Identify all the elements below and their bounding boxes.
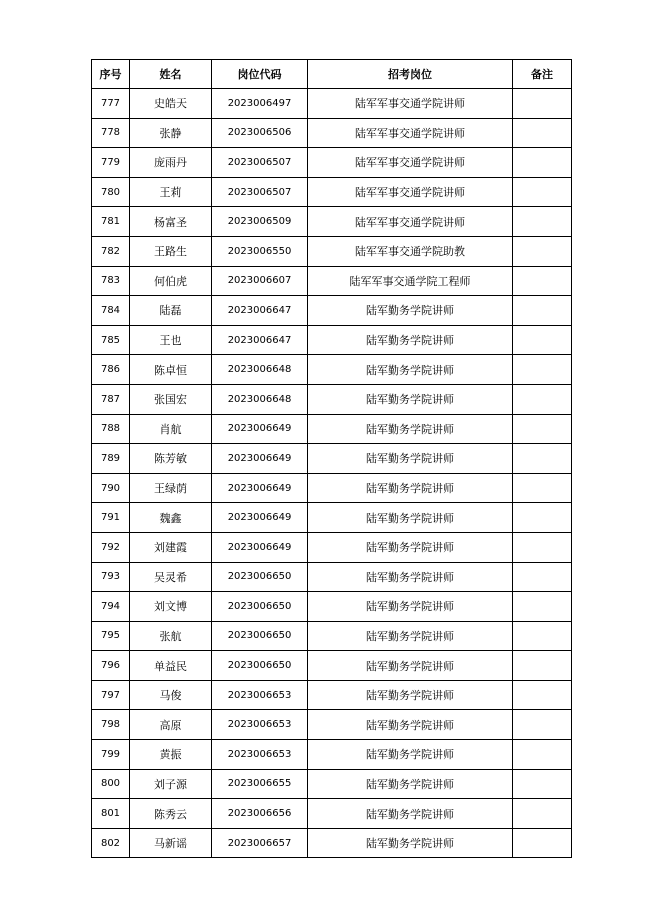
cell-code: 2023006649 [212, 444, 308, 474]
cell-name: 王也 [130, 325, 212, 355]
cell-code: 2023006506 [212, 118, 308, 148]
header-position: 招考岗位 [308, 60, 513, 89]
header-name: 姓名 [130, 60, 212, 89]
table-row [92, 562, 572, 592]
cell-name: 王莉 [130, 177, 212, 207]
cell-remark [513, 562, 572, 592]
cell-remark [513, 118, 572, 148]
cell-seq: 783 [92, 266, 130, 296]
cell-remark [513, 384, 572, 414]
cell-name: 肖航 [130, 414, 212, 444]
cell-seq: 778 [92, 118, 130, 148]
cell-seq: 799 [92, 740, 130, 770]
cell-seq: 795 [92, 621, 130, 651]
candidate-table [91, 59, 572, 858]
header-seq: 序号 [92, 60, 130, 89]
table-row [92, 710, 572, 740]
cell-position: 陆军勤务学院讲师 [308, 680, 513, 710]
cell-seq: 797 [92, 680, 130, 710]
cell-position: 陆军勤务学院讲师 [308, 592, 513, 622]
cell-code: 2023006647 [212, 325, 308, 355]
table-row [92, 296, 572, 326]
table-row [92, 532, 572, 562]
cell-seq: 789 [92, 444, 130, 474]
cell-code: 2023006649 [212, 503, 308, 533]
header-remark: 备注 [513, 60, 572, 89]
table-header-row [92, 60, 572, 89]
table-row [92, 444, 572, 474]
cell-remark [513, 148, 572, 178]
table-row [92, 236, 572, 266]
table-row [92, 384, 572, 414]
cell-position: 陆军勤务学院讲师 [308, 562, 513, 592]
cell-position: 陆军勤务学院讲师 [308, 710, 513, 740]
cell-seq: 790 [92, 473, 130, 503]
table-row [92, 266, 572, 296]
cell-name: 吴灵希 [130, 562, 212, 592]
cell-code: 2023006656 [212, 799, 308, 829]
table-row [92, 414, 572, 444]
cell-seq: 798 [92, 710, 130, 740]
cell-name: 杨富圣 [130, 207, 212, 237]
cell-remark [513, 532, 572, 562]
cell-seq: 792 [92, 532, 130, 562]
cell-position: 陆军军事交通学院讲师 [308, 89, 513, 119]
table-row [92, 503, 572, 533]
cell-code: 2023006497 [212, 89, 308, 119]
cell-name: 陆磊 [130, 296, 212, 326]
cell-remark [513, 296, 572, 326]
cell-position: 陆军勤务学院讲师 [308, 384, 513, 414]
cell-remark [513, 680, 572, 710]
cell-seq: 794 [92, 592, 130, 622]
cell-name: 陈秀云 [130, 799, 212, 829]
table-body [92, 89, 572, 858]
cell-code: 2023006649 [212, 473, 308, 503]
cell-position: 陆军军事交通学院讲师 [308, 177, 513, 207]
cell-code: 2023006655 [212, 769, 308, 799]
table-row [92, 740, 572, 770]
table-row [92, 680, 572, 710]
cell-seq: 793 [92, 562, 130, 592]
table-row [92, 828, 572, 858]
cell-name: 史皓天 [130, 89, 212, 119]
table-row [92, 148, 572, 178]
cell-remark [513, 769, 572, 799]
cell-name: 魏鑫 [130, 503, 212, 533]
cell-remark [513, 740, 572, 770]
cell-seq: 787 [92, 384, 130, 414]
cell-code: 2023006507 [212, 177, 308, 207]
cell-seq: 782 [92, 236, 130, 266]
cell-position: 陆军勤务学院讲师 [308, 355, 513, 385]
cell-position: 陆军勤务学院讲师 [308, 444, 513, 474]
cell-position: 陆军勤务学院讲师 [308, 325, 513, 355]
cell-code: 2023006649 [212, 414, 308, 444]
cell-seq: 784 [92, 296, 130, 326]
header-code: 岗位代码 [212, 60, 308, 89]
cell-seq: 786 [92, 355, 130, 385]
cell-code: 2023006650 [212, 651, 308, 681]
cell-remark [513, 828, 572, 858]
cell-code: 2023006653 [212, 710, 308, 740]
cell-remark [513, 177, 572, 207]
cell-seq: 779 [92, 148, 130, 178]
cell-position: 陆军军事交通学院讲师 [308, 148, 513, 178]
cell-name: 张航 [130, 621, 212, 651]
cell-remark [513, 473, 572, 503]
table-row [92, 177, 572, 207]
cell-remark [513, 592, 572, 622]
table-row [92, 325, 572, 355]
table-row [92, 118, 572, 148]
table-row [92, 355, 572, 385]
table-row [92, 621, 572, 651]
table-row [92, 769, 572, 799]
cell-remark [513, 355, 572, 385]
cell-name: 陈卓恒 [130, 355, 212, 385]
cell-remark [513, 207, 572, 237]
cell-code: 2023006650 [212, 562, 308, 592]
table-row [92, 473, 572, 503]
cell-name: 高原 [130, 710, 212, 740]
cell-name: 马俊 [130, 680, 212, 710]
cell-name: 刘子源 [130, 769, 212, 799]
cell-position: 陆军勤务学院讲师 [308, 296, 513, 326]
cell-remark [513, 621, 572, 651]
cell-name: 庞雨丹 [130, 148, 212, 178]
table-row [92, 89, 572, 119]
cell-seq: 796 [92, 651, 130, 681]
cell-code: 2023006653 [212, 740, 308, 770]
cell-position: 陆军勤务学院讲师 [308, 414, 513, 444]
cell-position: 陆军勤务学院讲师 [308, 503, 513, 533]
cell-code: 2023006507 [212, 148, 308, 178]
cell-code: 2023006647 [212, 296, 308, 326]
cell-name: 何伯虎 [130, 266, 212, 296]
table-row [92, 592, 572, 622]
cell-position: 陆军勤务学院讲师 [308, 799, 513, 829]
cell-code: 2023006653 [212, 680, 308, 710]
cell-remark [513, 325, 572, 355]
table-row [92, 651, 572, 681]
cell-name: 王路生 [130, 236, 212, 266]
cell-name: 陈芳敏 [130, 444, 212, 474]
cell-position: 陆军军事交通学院助教 [308, 236, 513, 266]
cell-code: 2023006650 [212, 592, 308, 622]
cell-remark [513, 266, 572, 296]
cell-position: 陆军勤务学院讲师 [308, 473, 513, 503]
cell-name: 黄振 [130, 740, 212, 770]
cell-remark [513, 236, 572, 266]
cell-seq: 802 [92, 828, 130, 858]
cell-seq: 777 [92, 89, 130, 119]
cell-name: 张国宏 [130, 384, 212, 414]
table-row [92, 799, 572, 829]
cell-position: 陆军军事交通学院讲师 [308, 118, 513, 148]
cell-position: 陆军勤务学院讲师 [308, 651, 513, 681]
cell-name: 单益民 [130, 651, 212, 681]
cell-position: 陆军勤务学院讲师 [308, 828, 513, 858]
cell-seq: 791 [92, 503, 130, 533]
cell-remark [513, 414, 572, 444]
cell-code: 2023006509 [212, 207, 308, 237]
cell-position: 陆军军事交通学院讲师 [308, 207, 513, 237]
cell-code: 2023006657 [212, 828, 308, 858]
cell-remark [513, 710, 572, 740]
cell-code: 2023006650 [212, 621, 308, 651]
cell-code: 2023006550 [212, 236, 308, 266]
cell-remark [513, 503, 572, 533]
cell-name: 刘文博 [130, 592, 212, 622]
cell-position: 陆军勤务学院讲师 [308, 769, 513, 799]
cell-name: 刘建霞 [130, 532, 212, 562]
cell-code: 2023006649 [212, 532, 308, 562]
cell-remark [513, 799, 572, 829]
cell-remark [513, 89, 572, 119]
cell-seq: 785 [92, 325, 130, 355]
cell-position: 陆军军事交通学院工程师 [308, 266, 513, 296]
cell-seq: 781 [92, 207, 130, 237]
cell-name: 马新谣 [130, 828, 212, 858]
cell-seq: 788 [92, 414, 130, 444]
cell-code: 2023006607 [212, 266, 308, 296]
cell-code: 2023006648 [212, 355, 308, 385]
cell-name: 王绿荫 [130, 473, 212, 503]
cell-position: 陆军勤务学院讲师 [308, 532, 513, 562]
cell-remark [513, 651, 572, 681]
cell-seq: 780 [92, 177, 130, 207]
cell-name: 张静 [130, 118, 212, 148]
cell-seq: 800 [92, 769, 130, 799]
cell-seq: 801 [92, 799, 130, 829]
cell-remark [513, 444, 572, 474]
cell-position: 陆军勤务学院讲师 [308, 621, 513, 651]
table-row [92, 207, 572, 237]
cell-position: 陆军勤务学院讲师 [308, 740, 513, 770]
cell-code: 2023006648 [212, 384, 308, 414]
